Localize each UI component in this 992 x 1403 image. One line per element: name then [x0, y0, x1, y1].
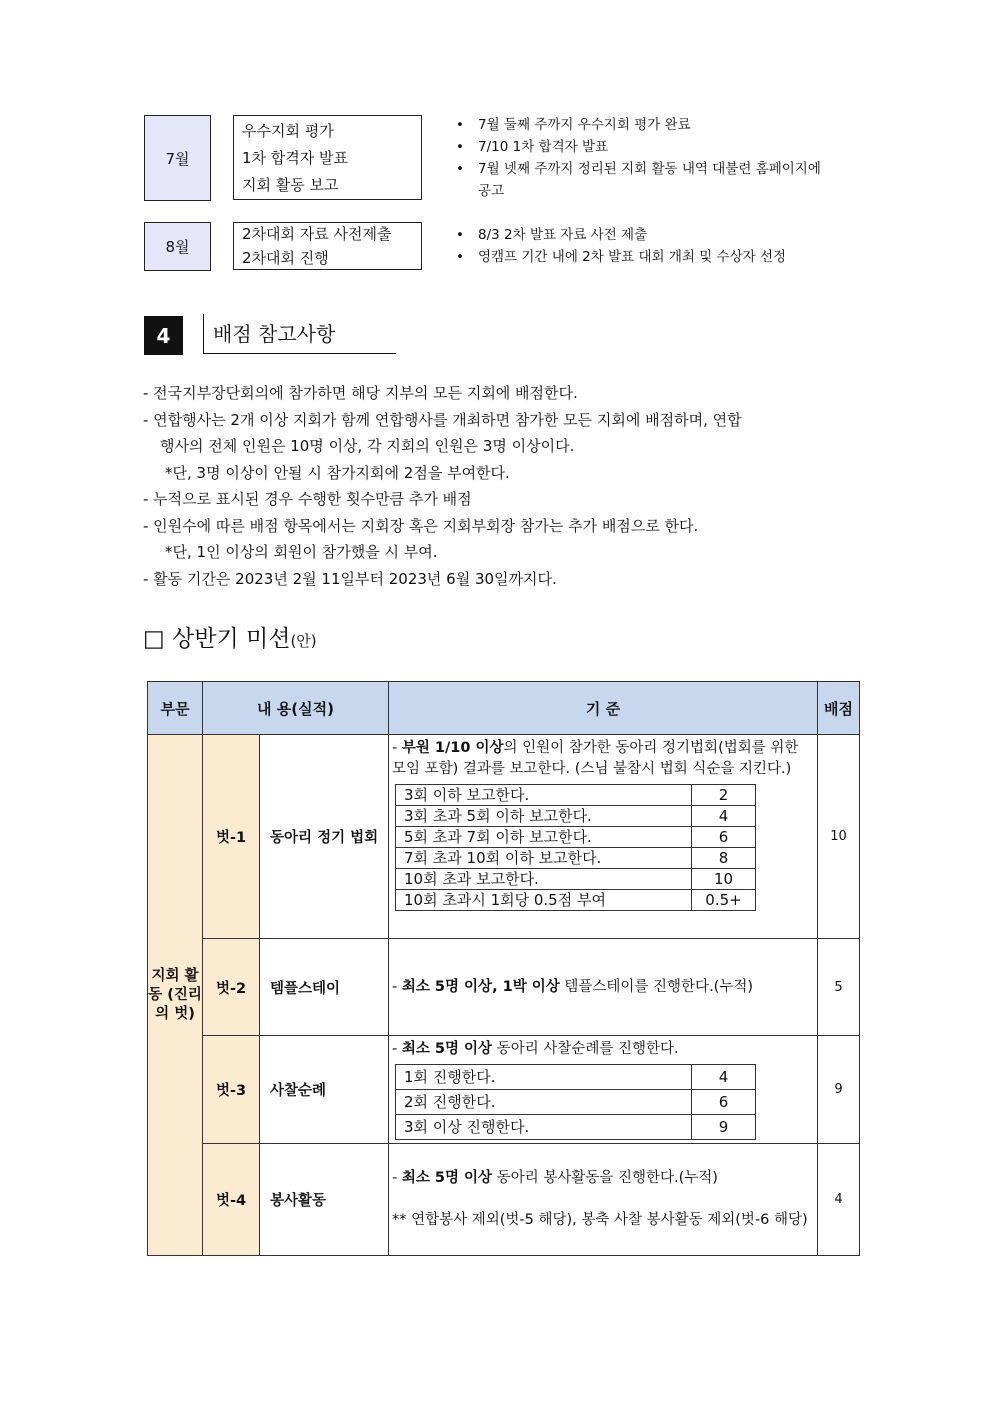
criteria-text [392, 1039, 814, 1060]
sub-label: 7회 초과 10회 이하 보고한다. [396, 848, 692, 869]
mission-heading [143, 620, 317, 653]
sub-value: 6 [692, 827, 756, 848]
sub-label: 3회 이하 보고한다. [396, 785, 692, 806]
note-line: 행사의 전체 인원은 10명 이상, 각 지회의 인원은 3명 이상이다. [160, 437, 575, 455]
table-row [148, 735, 860, 939]
category-cell: 지회 활동 (진리의 벗) [148, 735, 203, 1256]
criteria-bold: 최소 5명 이상, 1박 이상 [401, 978, 560, 995]
sub-value: 2 [692, 785, 756, 806]
criteria-bold: 부원 1/10 이상 [401, 740, 504, 756]
criteria-prefix: - [392, 1041, 402, 1057]
table-header-row [148, 682, 860, 735]
bullet-item: • 영캠프 기간 내에 2차 발표 대회 개최 및 수상자 선정 [456, 246, 856, 268]
criteria-prefix: - [392, 1170, 402, 1186]
bullet-item: • 7월 둘째 주까지 우수지회 평가 완료 [456, 114, 856, 136]
month-label-july [144, 115, 211, 201]
item-name: 템플스테이 [260, 939, 389, 1036]
task-item: 1차 합격자 발표 [242, 149, 349, 167]
criteria-rest: 동아리 사찰순례를 진행한다. [492, 1041, 679, 1057]
criteria-text [392, 977, 814, 998]
section-number-badge [144, 316, 183, 355]
task-item: 우수지회 평가 [242, 122, 334, 140]
note-line: - 활동 기간은 2023년 2월 11일부터 2023년 6월 30일까지다. [143, 569, 557, 588]
item-code: 벗-4 [203, 1144, 260, 1256]
item-code: 벗-1 [203, 735, 260, 939]
sub-value: 0.5+ [692, 890, 756, 911]
sub-score-table [395, 1064, 756, 1140]
bullet-list-august [456, 224, 856, 268]
note-line: - 누적으로 표시된 경우 수행한 횟수만큼 추가 배점 [143, 490, 472, 508]
sub-row [396, 1090, 756, 1115]
sub-row [396, 827, 756, 848]
sub-label: 10회 초과 보고한다. [396, 869, 692, 890]
table-row [148, 1144, 860, 1256]
sub-row [396, 890, 756, 911]
bullet-item: • 7월 넷째 주까지 정리된 지회 활동 내역 대불련 홈페이지에 공고 [456, 158, 838, 202]
criteria-bold: 최소 5명 이상 [401, 1170, 493, 1186]
item-name: 사찰순례 [260, 1036, 389, 1144]
sub-value: 4 [692, 1065, 756, 1090]
sub-value: 10 [692, 869, 756, 890]
sub-value: 8 [692, 848, 756, 869]
criteria-rest: 동아리 봉사활동을 진행한다.(누적) [492, 1170, 718, 1186]
table-row [148, 939, 860, 1036]
criteria-prefix: - [392, 978, 402, 995]
sub-label: 1회 진행한다. [396, 1065, 692, 1090]
task-box-august [233, 222, 422, 270]
header-criteria: 기 준 [389, 682, 818, 735]
month-text: 8월 [165, 238, 190, 256]
note-line: *단, 3명 이상이 안될 시 참가지회에 2점을 부여한다. [165, 463, 510, 482]
note-line: - 전국지부장단회의에 참가하면 해당 지부의 모든 지회에 배점한다. [143, 384, 578, 402]
mission-heading-sub: (안) [290, 632, 317, 650]
score-cell: 5 [818, 939, 860, 1036]
sub-label: 10회 초과시 1회당 0.5점 부여 [396, 890, 692, 911]
month-text: 7월 [165, 149, 190, 168]
sub-value: 6 [692, 1090, 756, 1115]
criteria-cell [389, 1036, 818, 1144]
criteria-bold: 최소 5명 이상 [401, 1041, 493, 1057]
sub-label: 3회 초과 5회 이하 보고한다. [396, 806, 692, 827]
sub-row [396, 1065, 756, 1090]
score-cell: 4 [818, 1144, 860, 1256]
sub-row [396, 785, 756, 806]
section-number: 4 [156, 323, 171, 348]
task-box-july [233, 115, 422, 200]
sub-label: 2회 진행한다. [396, 1090, 692, 1115]
sub-label: 5회 초과 7회 이하 보고한다. [396, 827, 692, 848]
section-title: 배점 참고사항 [203, 314, 396, 354]
sub-label: 3회 이상 진행한다. [396, 1115, 692, 1140]
sub-row [396, 1115, 756, 1140]
note-line: *단, 1인 이상의 회원이 참가했을 시 부여. [165, 543, 438, 561]
task-item: 2차대회 진행 [242, 249, 329, 267]
sub-row [396, 869, 756, 890]
task-item: 2차대회 자료 사전제출 [242, 225, 392, 243]
month-label-august [144, 222, 211, 271]
sub-row [396, 806, 756, 827]
bullet-item: • 8/3 2차 발표 자료 사전 제출 [456, 224, 856, 246]
item-name: 동아리 정기 법회 [260, 735, 389, 939]
criteria-rest: 의 인원이 참가한 동아리 정기법회(법회를 위한 모임 포함) 결과를 보고한다. (스님 불참시 법회 식순을 지킨다.) [392, 740, 799, 777]
note-line: - 인원수에 따른 배점 항목에서는 지회장 혹은 지회부회장 참가는 추가 배점으로 한다. [143, 516, 699, 535]
task-item: 지회 활동 보고 [242, 176, 339, 194]
header-content: 내 용(실적) [203, 682, 389, 735]
criteria-note: ** 연합봉사 제외(벗-5 해당), 봉축 사찰 봉사활동 제외(벗-6 해당) [392, 1212, 808, 1228]
note-line: - 연합행사는 2개 이상 지회가 함께 연합행사를 개최하면 참가한 모든 지회에 배점하며, 연합 [143, 410, 742, 429]
bullet-item: • 7/10 1차 합격자 발표 [456, 136, 856, 158]
table-row [148, 1036, 860, 1144]
sub-score-table [395, 784, 756, 911]
criteria-text [392, 1168, 814, 1189]
criteria-rest: 템플스테이를 진행한다.(누적) [559, 978, 754, 995]
criteria-cell [389, 735, 818, 939]
score-cell: 10 [818, 735, 860, 939]
item-code: 벗-3 [203, 1036, 260, 1144]
criteria-text [392, 738, 814, 780]
item-code: 벗-2 [203, 939, 260, 1036]
scoring-notes [143, 380, 863, 592]
item-name: 봉사활동 [260, 1144, 389, 1256]
mission-table [147, 681, 860, 1256]
criteria-cell [389, 1144, 818, 1256]
sub-value: 9 [692, 1115, 756, 1140]
sub-row [396, 848, 756, 869]
header-category: 부문 [148, 682, 203, 735]
bullet-list-july [456, 114, 856, 202]
mission-heading-text: □ 상반기 미션 [143, 626, 291, 652]
criteria-cell [389, 939, 818, 1036]
score-cell: 9 [818, 1036, 860, 1144]
header-score: 배점 [818, 682, 860, 735]
sub-value: 4 [692, 806, 756, 827]
criteria-prefix: - [392, 740, 402, 756]
